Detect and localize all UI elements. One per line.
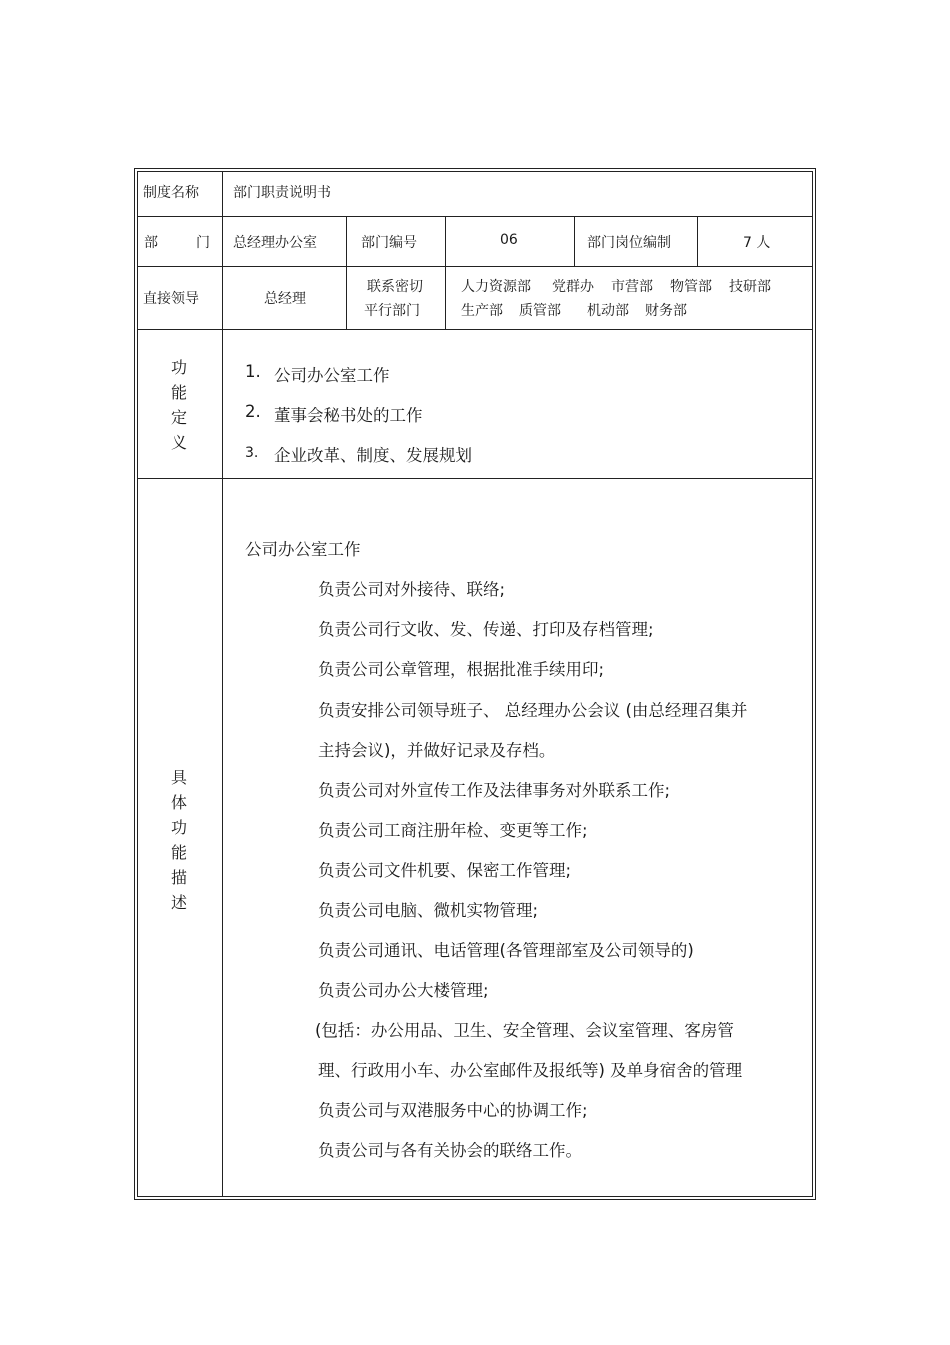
contact-label-line-1: 联系密切: [367, 279, 423, 295]
function-item-number: 3.: [245, 445, 259, 461]
detail-line: 负责公司公章管理，根据批准手续用印;: [318, 660, 605, 679]
name-label: 制度名称: [143, 185, 199, 201]
dept-label-char-1: 部: [144, 235, 158, 251]
function-item-number: 1.: [245, 362, 261, 381]
row-divider: [137, 266, 813, 267]
contact-label-line-2: 平行部门: [364, 303, 420, 319]
detail-line: 负责公司工商注册年检、变更等工作;: [318, 821, 588, 840]
staff-label: 部门岗位编制: [587, 235, 671, 251]
label-char: 义: [170, 433, 187, 452]
function-def-label: [167, 355, 191, 455]
function-item-text: 董事会秘书处的工作: [274, 406, 423, 425]
detail-line: 负责公司办公大楼管理;: [318, 981, 489, 1000]
contact-dept: 机动部: [587, 303, 629, 319]
label-char: 述: [170, 893, 187, 912]
detail-line: 负责公司与双港服务中心的协调工作;: [318, 1101, 588, 1120]
row-divider: [137, 478, 813, 479]
code-value: 06: [500, 232, 518, 248]
detail-line: 负责公司与各有关协会的联络工作。: [318, 1141, 582, 1160]
detail-line: 负责公司文件机要、保密工作管理;: [318, 861, 572, 880]
detail-line: 负责公司行文收、发、传递、打印及存档管理;: [318, 620, 654, 639]
label-char: 功: [170, 818, 187, 837]
label-char: 能: [170, 843, 187, 862]
leader-label: 直接领导: [143, 291, 199, 307]
dept-value: 总经理办公室: [233, 235, 317, 251]
function-item-number: 2.: [245, 402, 261, 421]
table-inner-border: [137, 171, 813, 1197]
function-item-text: 企业改革、制度、发展规划: [274, 446, 472, 465]
label-char: 具: [170, 768, 187, 787]
detail-line: 负责安排公司领导班子、 总经理办公会议 (由总经理召集并: [318, 701, 748, 720]
label-char: 功: [170, 358, 187, 377]
name-value: 部门职责说明书: [233, 185, 331, 201]
contact-dept: 物管部: [670, 279, 712, 295]
detail-line: (包括：办公用品、卫生、安全管理、会议室管理、客房管: [315, 1021, 734, 1040]
column-divider: [574, 216, 575, 266]
contact-dept: 生产部: [461, 303, 503, 319]
row-divider: [137, 216, 813, 217]
contact-dept: 技研部: [729, 279, 771, 295]
row-divider: [137, 329, 813, 330]
label-column-divider: [222, 171, 223, 1197]
label-char: 体: [170, 793, 187, 812]
column-divider: [445, 216, 446, 329]
document-table: [134, 168, 816, 1200]
detail-line: 负责公司对外宣传工作及法律事务对外联系工作;: [318, 781, 671, 800]
column-divider: [697, 216, 698, 266]
contact-dept: 党群办: [552, 279, 594, 295]
column-divider: [346, 216, 347, 329]
staff-value: 7 人: [743, 235, 771, 251]
contact-dept: 财务部: [645, 303, 687, 319]
contact-dept: 市营部: [611, 279, 653, 295]
label-char: 描: [170, 868, 187, 887]
contact-dept: 人力资源部: [461, 279, 531, 295]
leader-value: 总经理: [264, 291, 306, 307]
label-char: 能: [170, 383, 187, 402]
dept-label-char-2: 门: [196, 235, 210, 251]
detail-line: 负责公司对外接待、联络;: [318, 580, 506, 599]
detail-heading: 公司办公室工作: [245, 540, 361, 559]
detail-line: 负责公司通讯、电话管理(各管理部室及公司领导的): [318, 941, 694, 960]
label-char: 定: [170, 408, 187, 427]
detail-line: 主持会议)，并做好记录及存档。: [318, 741, 556, 760]
detail-line: 负责公司电脑、微机实物管理;: [318, 901, 539, 920]
function-item-text: 公司办公室工作: [274, 366, 390, 385]
function-detail-label: [167, 765, 191, 915]
detail-line: 理、行政用小车、办公室邮件及报纸等) 及单身宿舍的管理: [318, 1061, 743, 1080]
code-label: 部门编号: [361, 235, 417, 251]
contact-dept: 质管部: [519, 303, 561, 319]
